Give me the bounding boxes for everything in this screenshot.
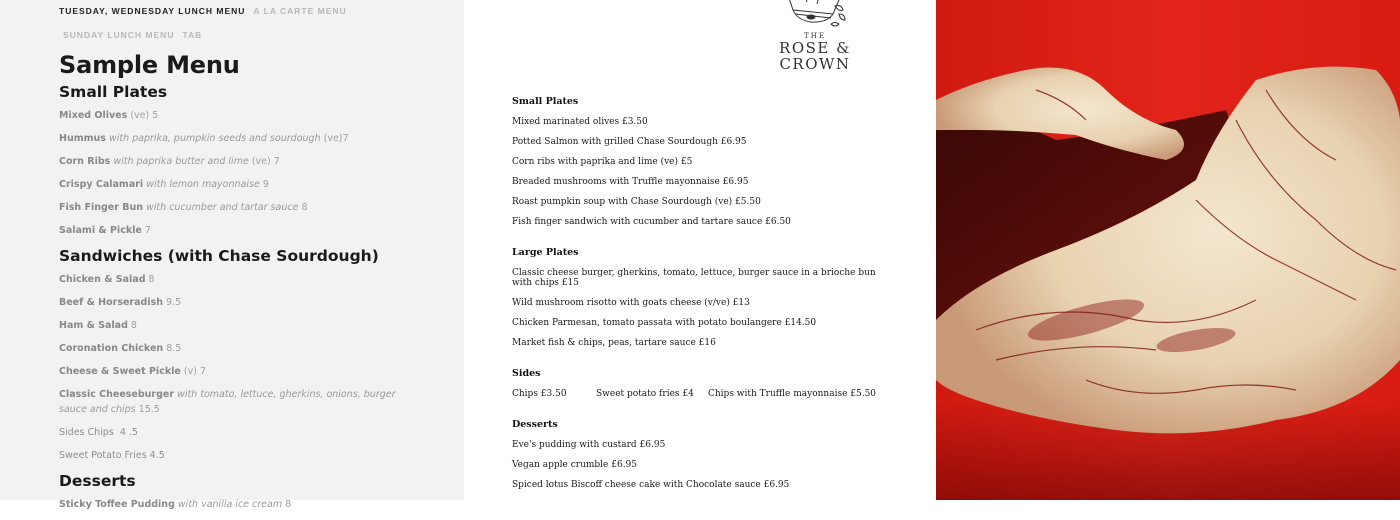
printed-heading: Desserts (512, 418, 558, 430)
lunch-menu-panel (0, 0, 464, 510)
printed-item: Wild mushroom risotto with goats cheese (v/ve) £13 (512, 298, 750, 308)
menu-item-sweet-potato-fries: Sweet Potato Fries 4.5 (59, 450, 165, 461)
printed-item: Classic cheese burger, gherkins, tomato, lettuce, burger sauce in a brioche bun with chips £15 (512, 267, 876, 288)
printed-item: Sweet potato fries £4 (596, 388, 694, 399)
printed-item: Mixed marinated olives £3.50 (512, 117, 648, 127)
menu-content (59, 82, 419, 520)
tab-tab[interactable]: TAB (182, 30, 203, 40)
printed-item: Chicken Parmesan, tomato passata with potato boulangere £14.50 (512, 318, 817, 328)
menu-item: Hummus with paprika, pumpkin seeds and sourdough (ve)7 (59, 133, 349, 144)
printed-heading: Small Plates (512, 96, 579, 107)
printed-item: Market fish & chips, peas, tartare sauce £16 (512, 338, 716, 348)
section-heading-desserts: Desserts (59, 472, 136, 490)
printed-item: Breaded mushrooms with Truffle mayonnaise £6.95 (512, 177, 749, 187)
logo-the: THE (804, 32, 826, 40)
menu-item: Corn Ribs with paprika butter and lime (ve) 7 (59, 156, 280, 167)
printed-menu-content (512, 96, 882, 509)
printed-menu-panel (464, 0, 936, 500)
menu-item: Mixed Olives (ve) 5 (59, 110, 159, 121)
meat-image-icon (936, 0, 1400, 500)
printed-item: Roast pumpkin soup with Chase Sourdough (ve) £5.50 (512, 197, 761, 207)
crown-icon (775, 0, 855, 30)
menu-item: Cheese & Sweet Pickle (v) 7 (59, 366, 206, 377)
printed-sides-row (512, 389, 882, 400)
printed-section-desserts (512, 419, 882, 491)
menu-item: Sticky Toffee Pudding with vanilla ice cream 8 (59, 499, 292, 510)
menu-item: Ham & Salad 8 (59, 320, 137, 331)
section-heading-small-plates: Small Plates (59, 83, 168, 101)
rose-and-crown-logo (770, 0, 860, 86)
printed-item: Spiced lotus Biscoff cheese cake with Chocolate sauce £6.95 (512, 479, 790, 490)
menu-tabs (59, 5, 347, 41)
menu-item: Coronation Chicken 8.5 (59, 343, 182, 354)
logo-crown: CROWN (779, 55, 851, 73)
printed-section-large-plates (512, 247, 882, 349)
menu-item: Salami & Pickle 7 (59, 225, 151, 236)
printed-item: Vegan apple crumble £6.95 (512, 459, 638, 470)
menu-item: Crispy Calamari with lemon mayonnaise 9 (59, 179, 269, 190)
printed-heading: Large Plates (512, 246, 579, 258)
tab-a-la-carte-menu[interactable]: A LA CARTE MENU (253, 6, 347, 16)
section-heading-sandwiches: Sandwiches (with Chase Sourdough) (59, 247, 379, 265)
menu-item-sides-chips: Sides Chips 4 .5 (59, 427, 138, 438)
menu-item: Classic Cheeseburger with tomato, lettuce, gherkins, onions, burger sauce and chips 15.5 (59, 389, 396, 415)
printed-item: Chips with Truffle mayonnaise £5.50 (708, 388, 877, 399)
menu-item: Fish Finger Bun with cucumber and tartar sauce 8 (59, 202, 308, 213)
printed-heading: Sides (512, 367, 541, 379)
menu-item: Chicken & Salad 8 (59, 274, 155, 285)
printed-section-sides (512, 368, 882, 400)
menu-item: Beef & Horseradish 9.5 (59, 297, 182, 308)
page-title: Sample Menu (59, 51, 240, 79)
logo-rose: ROSE & (779, 39, 851, 57)
printed-item: Eve's pudding with custard £6.95 (512, 439, 666, 450)
tab-tuesday-wednesday-lunch-menu[interactable]: TUESDAY, WEDNESDAY LUNCH MENU (59, 6, 246, 16)
printed-item: Corn ribs with paprika and lime (ve) £5 (512, 157, 693, 167)
printed-item: Chips £3.50 (512, 388, 567, 399)
printed-item: Fish finger sandwich with cucumber and tartare sauce £6.50 (512, 217, 791, 227)
raw-meat-photo (936, 0, 1400, 500)
printed-item: Potted Salmon with grilled Chase Sourdough £6.95 (512, 137, 747, 147)
tab-sunday-lunch-menu[interactable]: SUNDAY LUNCH MENU (63, 30, 175, 40)
printed-section-small-plates (512, 96, 882, 228)
